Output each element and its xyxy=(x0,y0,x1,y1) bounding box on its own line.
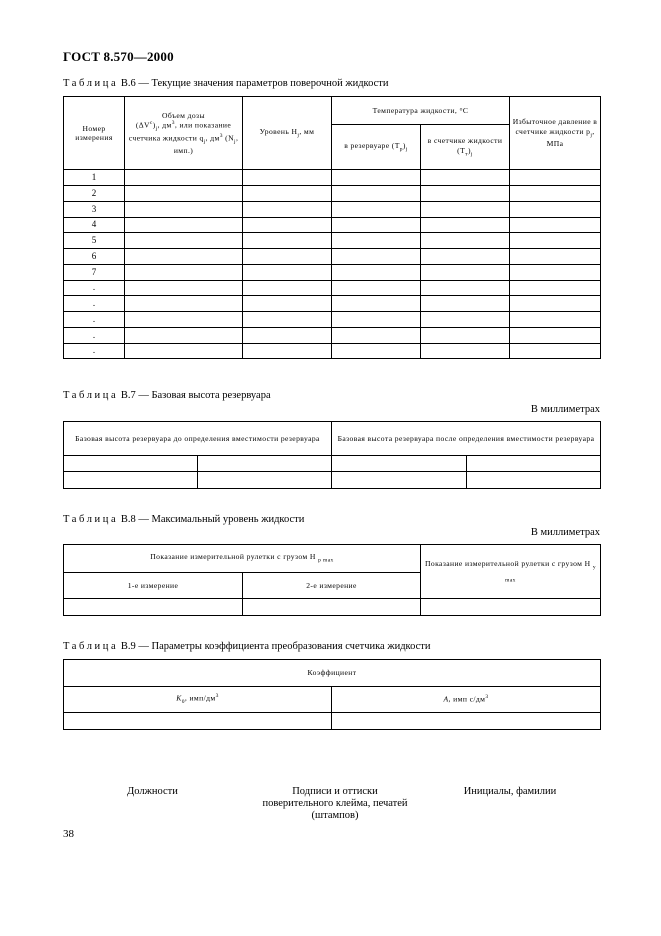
table-b6-caption xyxy=(63,78,389,89)
table-b8-cell xyxy=(421,599,601,616)
table-b6-row-number: 7 xyxy=(64,264,125,280)
table-b6 xyxy=(63,96,601,359)
table-b6-cell xyxy=(421,312,510,328)
table-b6-cell xyxy=(332,343,421,359)
table-b6-cell xyxy=(125,249,243,265)
table-b8-caption-text: В.8 — Максимальный уровень жидкости xyxy=(118,514,305,525)
table-b7-caption xyxy=(63,390,271,401)
table-b6-cell xyxy=(510,280,601,296)
table-b6-row-number: 3 xyxy=(64,201,125,217)
table-row xyxy=(64,327,601,343)
table-b6-cell xyxy=(510,327,601,343)
table-b6-cell xyxy=(421,280,510,296)
table-b6-header-temp-reservoir: в резервуаре $(T_р)_j$ xyxy=(332,125,421,170)
table-b6-cell xyxy=(243,233,332,249)
table-b9-caption xyxy=(63,641,430,652)
table-b6-row-number: 6 xyxy=(64,249,125,265)
table-b9 xyxy=(63,659,601,730)
table-b6-cell xyxy=(243,201,332,217)
table-b6-header-temp-counter: в счетчике жидкости $(T_т)_j$ xyxy=(421,125,510,170)
table-b6-cell xyxy=(125,343,243,359)
table-b6-cell xyxy=(332,233,421,249)
table-b6-cell xyxy=(125,170,243,186)
table-b6-cell xyxy=(332,327,421,343)
table-b9-header-k0: $K_0$, имп/$дм^3$ xyxy=(64,687,332,713)
table-b6-cell xyxy=(125,327,243,343)
table-b6-row-number: . xyxy=(64,280,125,296)
table-row xyxy=(64,249,601,265)
table-b6-cell xyxy=(510,249,601,265)
table-b7-cell xyxy=(332,456,467,472)
table-b6-cell xyxy=(332,249,421,265)
table-b6-cell xyxy=(243,312,332,328)
table-b8-cell xyxy=(243,599,421,616)
table-b6-cell xyxy=(421,343,510,359)
table-b7-cell xyxy=(332,472,467,489)
table-b6-cell xyxy=(332,312,421,328)
table-b6-cell xyxy=(125,217,243,233)
table-b6-cell xyxy=(332,170,421,186)
table-b6-body xyxy=(64,170,601,359)
table-b6-cell xyxy=(125,312,243,328)
table-row xyxy=(64,264,601,280)
table-row xyxy=(64,217,601,233)
table-b6-cell xyxy=(243,186,332,202)
table-row xyxy=(64,170,601,186)
table-b6-cell xyxy=(421,170,510,186)
table-b8-caption xyxy=(63,514,304,525)
table-row xyxy=(64,186,601,202)
table-b6-cell xyxy=(332,264,421,280)
table-row xyxy=(64,201,601,217)
document-header: ГОСТ 8.570—2000 xyxy=(63,49,174,64)
table-row xyxy=(64,280,601,296)
table-b6-cell xyxy=(125,296,243,312)
table-b7 xyxy=(63,421,601,489)
table-b6-header-temperature: Температура жидкости, °С xyxy=(332,97,510,125)
table-b6-cell xyxy=(510,264,601,280)
table-b6-row-number: 4 xyxy=(64,217,125,233)
table-row xyxy=(64,343,601,359)
table-b6-cell xyxy=(243,327,332,343)
table-b6-header-dose: Объем дозы $(\Delta V^c)_j$, $дм^3$, или показание счетчика жидкости $q_j$, $дм^3$ ($N_j$, имп.) xyxy=(125,97,243,170)
table-b6-cell xyxy=(332,296,421,312)
table-b9-cell xyxy=(64,713,332,730)
table-b6-cell xyxy=(510,233,601,249)
table-b6-cell xyxy=(332,201,421,217)
table-b7-units: В миллиметрах xyxy=(530,404,600,415)
table-b6-cell xyxy=(421,327,510,343)
table-b6-cell xyxy=(243,170,332,186)
table-b7-header-before: Базовая высота резервуара до определения вместимости резервуара xyxy=(64,422,332,456)
table-b6-cell xyxy=(243,249,332,265)
table-b6-cell xyxy=(125,280,243,296)
table-b6-row-number: 5 xyxy=(64,233,125,249)
table-b6-cell xyxy=(332,280,421,296)
table-b7-cell xyxy=(198,472,332,489)
table-b7-caption-text: В.7 — Базовая высота резервуара xyxy=(118,390,271,401)
table-b7-cell xyxy=(467,472,601,489)
table-b6-cell xyxy=(243,264,332,280)
table-b8 xyxy=(63,544,601,616)
table-b9-header-coefficient: Коэффициент xyxy=(64,660,601,687)
table-b6-cell xyxy=(125,264,243,280)
table-b6-cell xyxy=(510,343,601,359)
table-b6-row-number: 2 xyxy=(64,186,125,202)
table-b8-cell xyxy=(64,599,243,616)
table-b8-caption-word: Таблица xyxy=(63,514,119,525)
table-row xyxy=(64,296,601,312)
table-b7-cell xyxy=(467,456,601,472)
table-b6-cell xyxy=(332,186,421,202)
table-b6-cell xyxy=(332,217,421,233)
table-b6-row-number: . xyxy=(64,327,125,343)
table-b6-header-level: Уровень $H_j$, мм xyxy=(243,97,332,170)
table-b6-row-number: . xyxy=(64,312,125,328)
table-b6-cell xyxy=(125,186,243,202)
table-b7-cell xyxy=(198,456,332,472)
table-b9-caption-word: Таблица xyxy=(63,641,119,652)
table-b6-cell xyxy=(421,233,510,249)
table-b7-cell xyxy=(64,456,198,472)
table-b6-cell xyxy=(510,312,601,328)
table-b6-cell xyxy=(125,233,243,249)
table-b8-units: В миллиметрах xyxy=(530,527,600,538)
table-b6-cell xyxy=(421,201,510,217)
table-b6-cell xyxy=(510,186,601,202)
table-b6-cell xyxy=(510,201,601,217)
table-b6-header-number: Номер измерения xyxy=(64,97,125,170)
table-b8-header-tape-y: Показание измерительной рулетки с грузом H $_{у max}$ xyxy=(421,545,601,599)
table-b6-cell xyxy=(243,296,332,312)
table-b6-caption-word: Таблица xyxy=(63,78,119,89)
table-b6-cell xyxy=(510,296,601,312)
table-b6-caption-text: В.6 — Текущие значения параметров поверочной жидкости xyxy=(118,78,389,89)
table-b7-header-after: Базовая высота резервуара после определения вместимости резервуара xyxy=(332,422,601,456)
table-b9-header-a: A, имп $с/дм^3$ xyxy=(332,687,601,713)
table-b8-header-tape: Показание измерительной рулетки с грузом H $_{р max}$ xyxy=(64,545,421,573)
table-b6-row-number: 1 xyxy=(64,170,125,186)
table-b6-cell xyxy=(243,343,332,359)
signature-initials-label: Инициалы, фамилии xyxy=(463,786,557,797)
table-b6-row-number: . xyxy=(64,343,125,359)
table-b9-caption-text: В.9 — Параметры коэффициента преобразования счетчика жидкости xyxy=(118,641,431,652)
table-row xyxy=(64,233,601,249)
table-b6-cell xyxy=(243,217,332,233)
table-b6-cell xyxy=(510,170,601,186)
signature-positions-label: Должности xyxy=(127,786,178,797)
table-b6-cell xyxy=(421,264,510,280)
table-b6-header-pressure: Избыточное давление в счетчике жидкости $р_j$, МПа xyxy=(510,97,601,170)
table-b6-cell xyxy=(243,280,332,296)
signature-signs-label: Подписи и оттиски поверительного клейма, печатей (штампов) xyxy=(262,786,408,822)
table-b7-caption-word: Таблица xyxy=(63,390,119,401)
table-b6-cell xyxy=(421,217,510,233)
table-b8-header-measurement-1: 1-е измерение xyxy=(64,573,243,599)
table-b8-header-measurement-2: 2-е измерение xyxy=(243,573,421,599)
table-row xyxy=(64,312,601,328)
table-b6-cell xyxy=(421,249,510,265)
table-b6-row-number: . xyxy=(64,296,125,312)
table-b6-cell xyxy=(510,217,601,233)
table-b6-cell xyxy=(421,296,510,312)
page-number: 38 xyxy=(63,828,74,840)
table-b7-cell xyxy=(64,472,198,489)
table-b9-cell xyxy=(332,713,601,730)
table-b6-cell xyxy=(125,201,243,217)
table-b6-cell xyxy=(421,186,510,202)
